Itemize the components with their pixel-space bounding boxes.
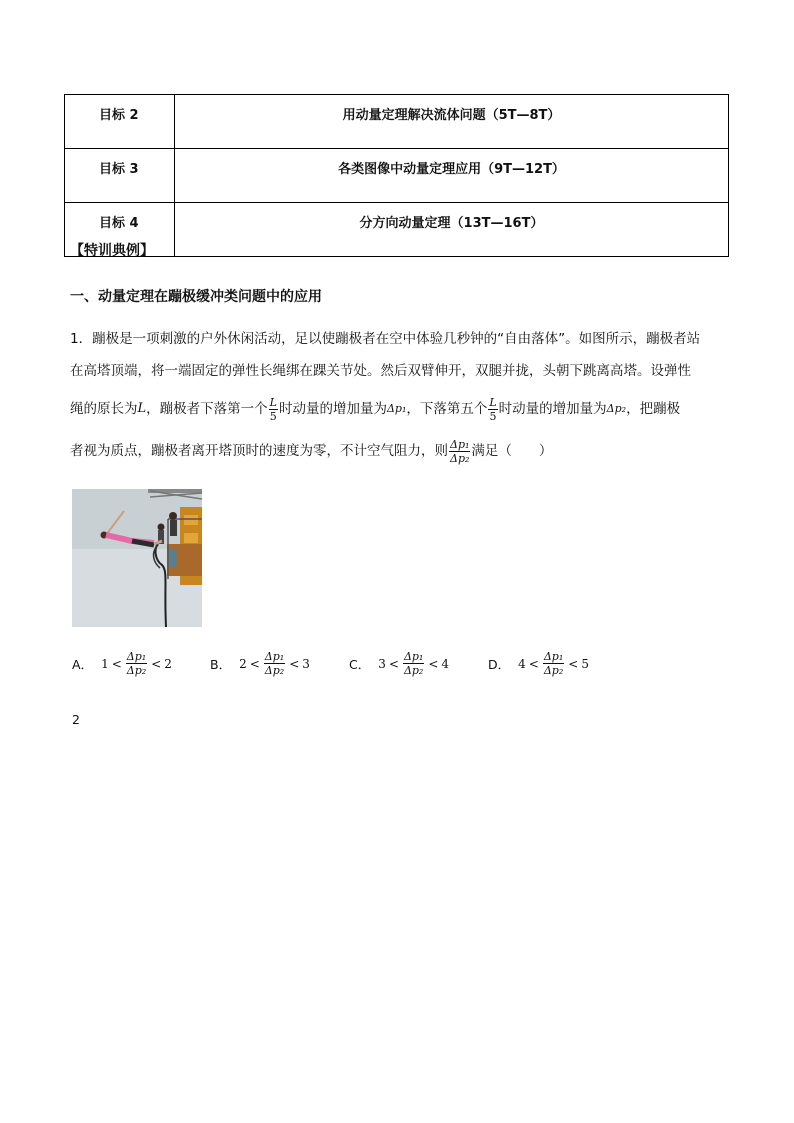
goal-label: 目标 3 <box>65 149 175 203</box>
question-line-1 <box>70 329 700 349</box>
question-number: 1． <box>70 331 93 347</box>
goals-table <box>64 94 729 257</box>
option-expression: 4 < $\frac{\text{Δp₁}}{\text{Δp₂}}$ < 5 <box>518 650 589 677</box>
question-line-3 <box>70 393 680 425</box>
subsection-title: 一、动量定理在蹦极缓冲类问题中的应用 <box>70 289 322 305</box>
symbol-dp2: Δp₂ <box>606 402 627 415</box>
text: 时动量的增加量为 <box>498 401 607 417</box>
goal-label: 目标 4 <box>65 203 175 257</box>
symbol-L: L <box>137 401 147 416</box>
fraction-L-over-5: $\frac{L}{5}$ <box>269 395 277 423</box>
fraction-L-over-5: $\frac{L}{5}$ <box>489 395 497 423</box>
goal-content: 各类图像中动量定理应用（9T—12T） <box>175 149 729 203</box>
text: ，下落第五个 <box>406 401 488 417</box>
table-row <box>65 95 729 149</box>
question-text: 蹦极是一项刺激的户外休闲活动，足以使蹦极者在空中体验几秒钟的“自由落体”。如图所示，蹦极者站 <box>92 331 701 347</box>
goal-content: 用动量定理解决流体问题（5T—8T） <box>175 95 729 149</box>
text: 者视为质点，蹦极者离开塔顶时的速度为零，不计空气阻力，则 <box>70 443 448 459</box>
fraction-dp1-over-dp2: $\frac{\text{Δp₁}}{\text{Δp₂}}$ <box>450 437 470 465</box>
question-line-2: 在高塔顶端，将一端固定的弹性长绳绑在踝关节处。然后双臂伸开，双腿并拢，头朝下跳离高塔。设弹性 <box>70 363 691 379</box>
table-row <box>65 203 729 257</box>
text: 时动量的增加量为 <box>278 401 387 417</box>
text: ，把蹦极 <box>626 401 681 417</box>
option-c[interactable]: C． 3 < $\frac{\text{Δp₁}}{\text{Δp₂}}$ < 4 <box>349 650 450 677</box>
option-expression: 3 < $\frac{\text{Δp₁}}{\text{Δp₂}}$ < 4 <box>378 650 450 677</box>
goal-content: 分方向动量定理（13T—16T） <box>175 203 729 257</box>
text: ，蹦极者下落第一个 <box>146 401 268 417</box>
symbol-dp1: Δp₁ <box>386 402 407 415</box>
answer-marker: 2 <box>72 712 80 727</box>
option-expression: 2 < $\frac{\text{Δp₁}}{\text{Δp₂}}$ < 3 <box>239 650 310 677</box>
question-line-4 <box>70 434 552 468</box>
text: 绳的原长为 <box>70 401 138 417</box>
goal-label: 目标 2 <box>65 95 175 149</box>
option-b[interactable]: B． 2 < $\frac{\text{Δp₁}}{\text{Δp₂}}$ < 3 <box>210 650 310 677</box>
table-row <box>65 149 729 203</box>
section-title: 【特训典例】 <box>70 243 154 259</box>
text: 满足（ ） <box>471 443 553 459</box>
option-d[interactable]: D． 4 < $\frac{\text{Δp₁}}{\text{Δp₂}}$ < 5 <box>488 650 589 677</box>
option-a[interactable]: A． 1 < $\frac{\text{Δp₁}}{\text{Δp₂}}$ < 2 <box>72 650 172 677</box>
bungee-jumper-photo <box>72 489 202 627</box>
option-expression: 1 < $\frac{\text{Δp₁}}{\text{Δp₂}}$ < 2 <box>101 650 172 677</box>
